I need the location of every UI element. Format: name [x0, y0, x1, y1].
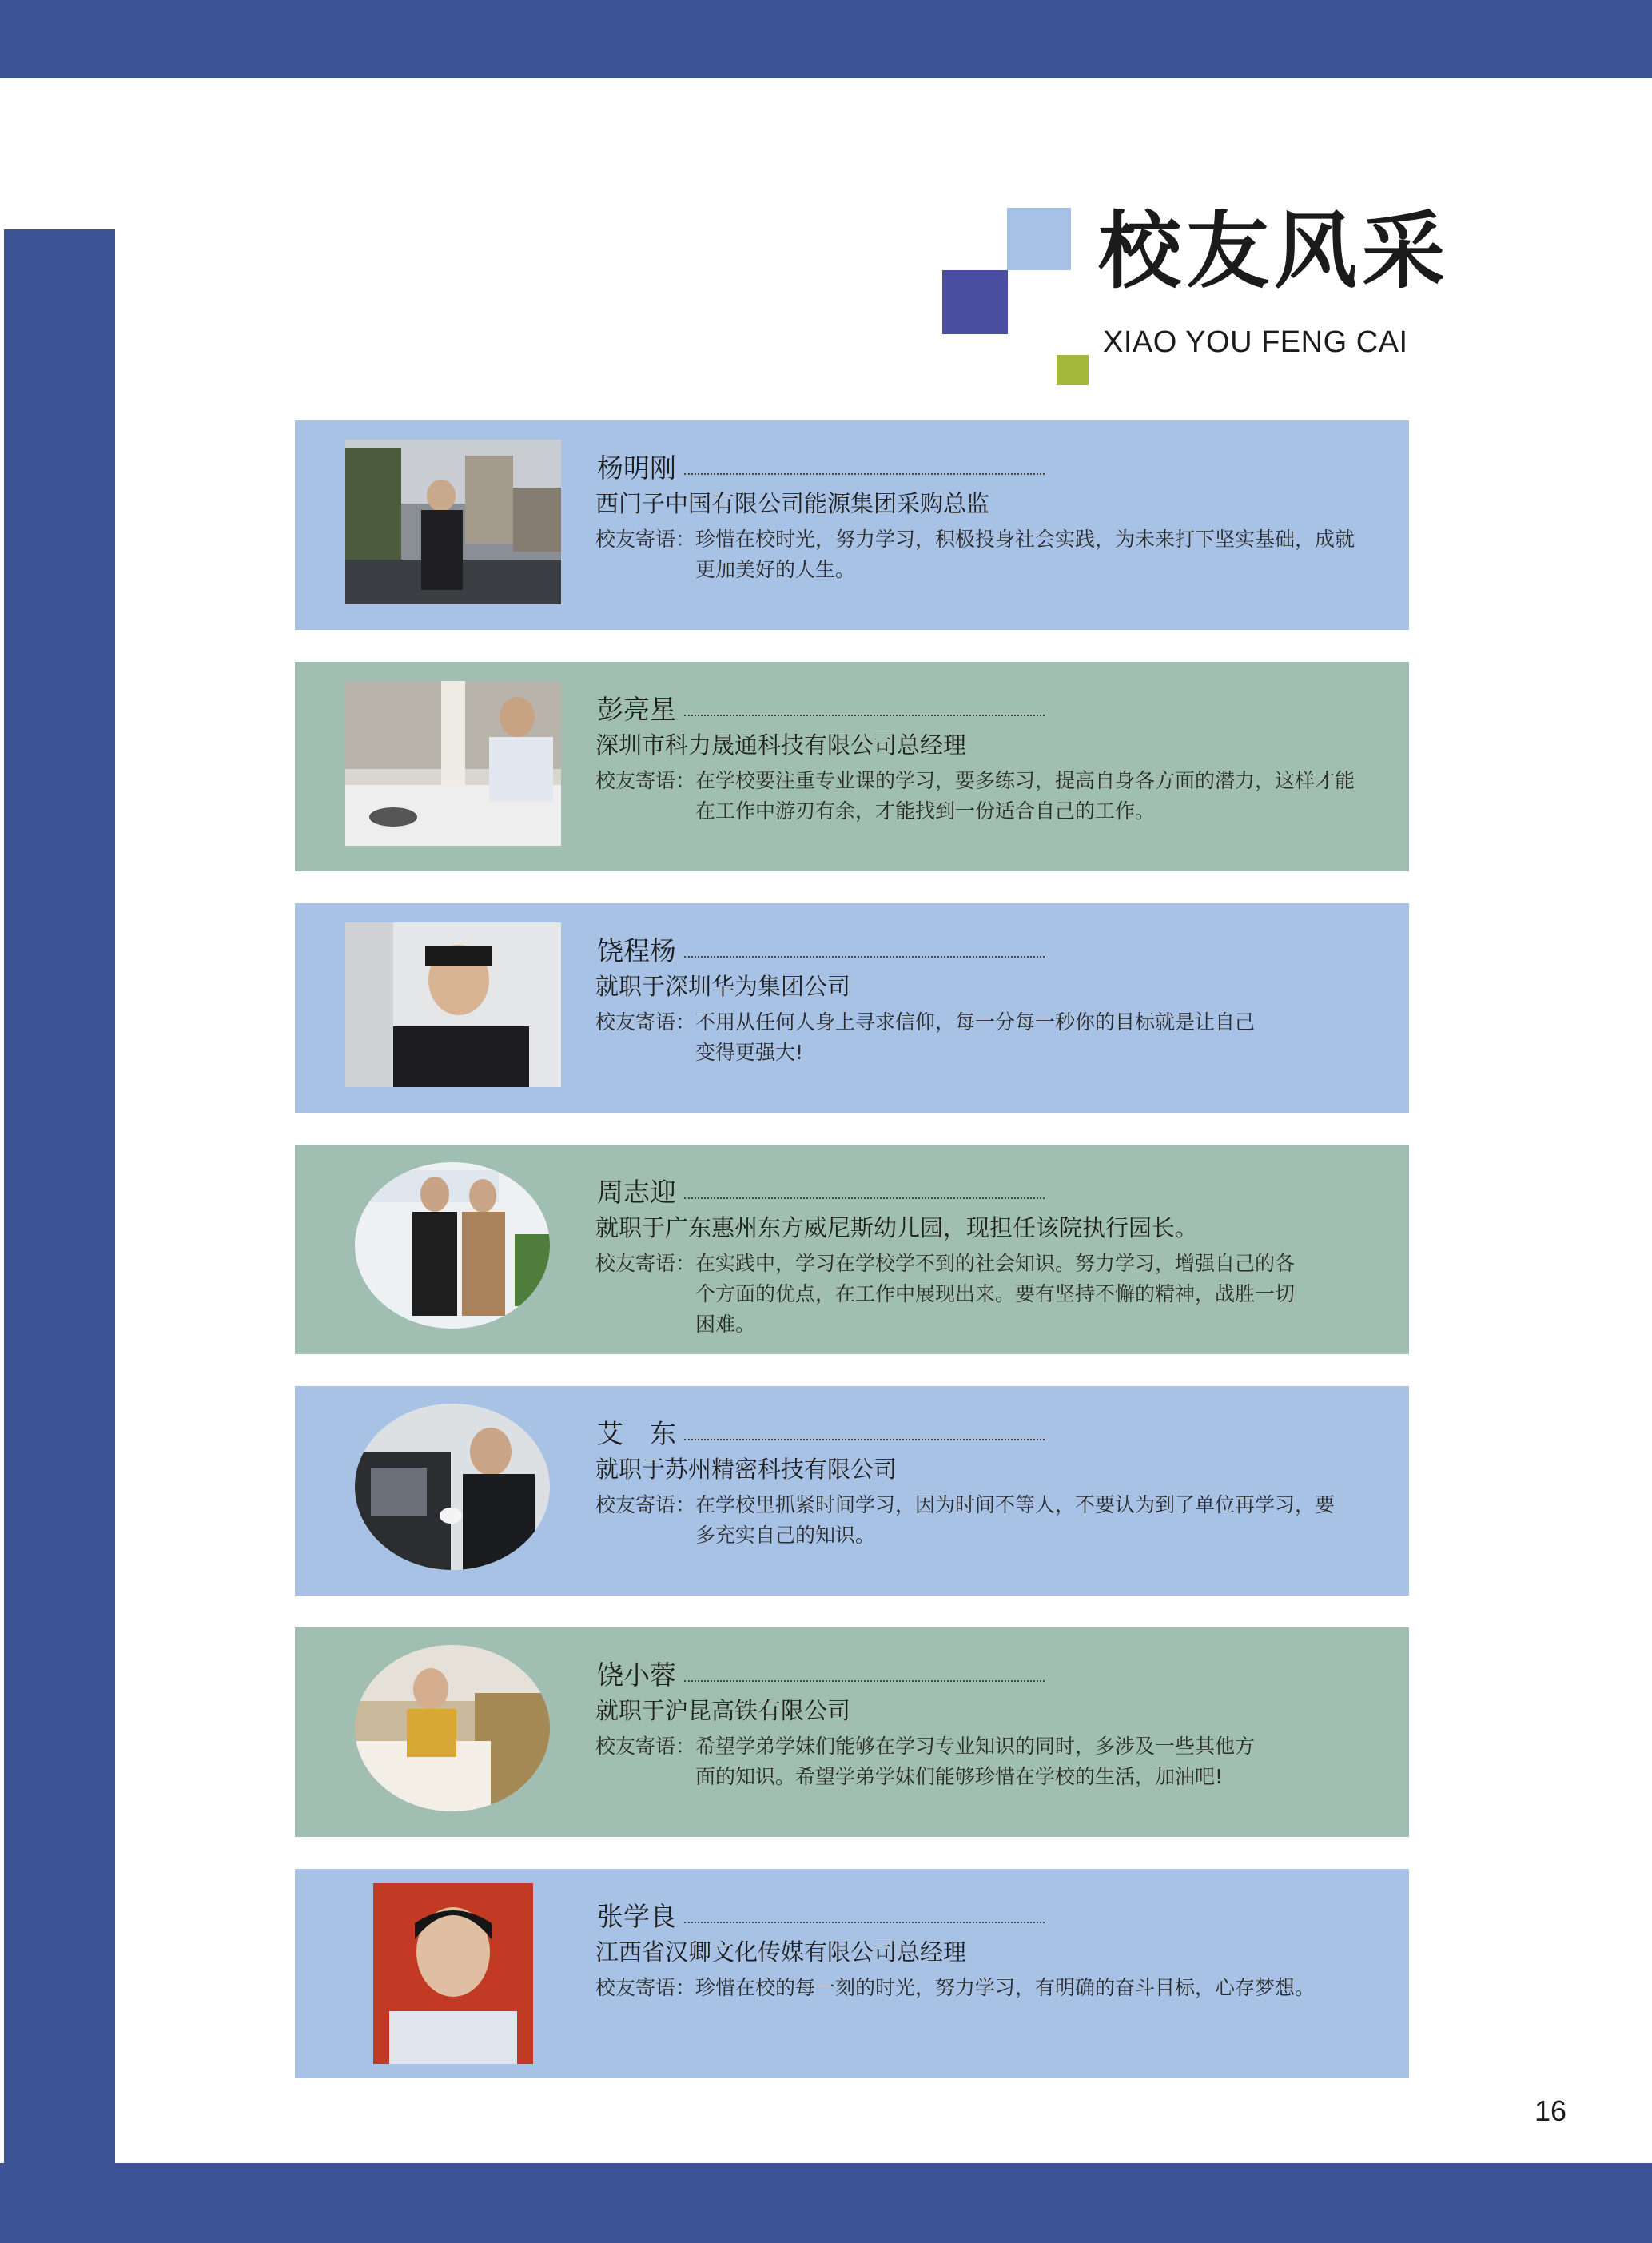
- alumni-card: [295, 1145, 1409, 1354]
- alumni-name: 杨明刚: [597, 452, 676, 484]
- decor-square-light: [1007, 208, 1071, 270]
- message-text: 珍惜在校时光，努力学习，积极投身社会实践，为未来打下坚实基础，成就更加美好的人生。: [695, 528, 1355, 581]
- alumni-photo: [345, 440, 561, 604]
- decor-square-green: [1057, 355, 1089, 385]
- alumni-message: [595, 524, 1367, 585]
- alumni-role: 就职于广东惠州东方威尼斯幼儿园，现担任该院执行园长。: [595, 1214, 1199, 1241]
- alumni-role: 深圳市科力晟通科技有限公司总经理: [595, 731, 967, 759]
- alumni-message: [595, 766, 1367, 827]
- alumni-name: 艾 东: [597, 1418, 676, 1449]
- message-text: 不用从任何人身上寻求信仰，每一分每一秒你的目标就是让自己变得更强大!: [695, 1010, 1256, 1064]
- dotted-leader: [684, 1439, 1045, 1440]
- dotted-leader: [684, 1680, 1045, 1682]
- message-label: 校友寄语：: [595, 769, 696, 792]
- dotted-leader: [684, 956, 1045, 958]
- alumni-message: [595, 1249, 1303, 1340]
- alumni-photo: [355, 1162, 550, 1329]
- message-label: 校友寄语：: [595, 1976, 696, 1999]
- message-text: 珍惜在校的每一刻的时光，努力学习，有明确的奋斗目标，心存梦想。: [695, 1976, 1316, 1999]
- alumni-message: [595, 1490, 1335, 1551]
- alumni-photo: [345, 922, 561, 1087]
- dotted-leader: [684, 1197, 1045, 1199]
- alumni-photo: [355, 1404, 550, 1570]
- alumni-message: [595, 1007, 1271, 1068]
- page-subtitle: XIAO YOU FENG CAI: [1103, 325, 1408, 359]
- alumni-card: [295, 1386, 1409, 1596]
- alumni-card: [295, 903, 1409, 1113]
- alumni-role: 就职于沪昆高铁有限公司: [595, 1697, 851, 1724]
- message-label: 校友寄语：: [595, 1010, 696, 1034]
- left-side-bar: [4, 229, 115, 2172]
- top-color-band: [0, 0, 1652, 78]
- alumni-card: [295, 1869, 1409, 2078]
- decor-square-dark: [942, 270, 1008, 334]
- alumni-name: 张学良: [597, 1901, 676, 1932]
- alumni-photo: [355, 1645, 550, 1811]
- alumni-role: 西门子中国有限公司能源集团采购总监: [595, 490, 990, 517]
- bottom-color-band: [0, 2163, 1652, 2243]
- alumni-photo: [373, 1883, 533, 2064]
- alumni-card: [295, 1627, 1409, 1837]
- alumni-role: 江西省汉卿文化传媒有限公司总经理: [595, 1938, 967, 1966]
- dotted-leader: [684, 1922, 1045, 1923]
- alumni-card: [295, 662, 1409, 871]
- dotted-leader: [684, 715, 1045, 716]
- alumni-name: 饶小蓉: [597, 1659, 676, 1691]
- message-text: 希望学弟学妹们能够在学习专业知识的同时，多涉及一些其他方面的知识。希望学弟学妹们能够珍惜在学校的生活，加油吧!: [695, 1735, 1256, 1788]
- message-label: 校友寄语：: [595, 1735, 696, 1758]
- page-title: 校友风采: [1098, 202, 1451, 300]
- page-number: 16: [1535, 2094, 1567, 2127]
- message-label: 校友寄语：: [595, 1493, 696, 1516]
- alumni-name: 彭亮星: [597, 694, 676, 725]
- alumni-message: [595, 1973, 1319, 2003]
- dotted-leader: [684, 473, 1045, 475]
- alumni-role: 就职于苏州精密科技有限公司: [595, 1456, 898, 1483]
- alumni-card: [295, 420, 1409, 630]
- message-label: 校友寄语：: [595, 1252, 696, 1275]
- alumni-photo: [345, 681, 561, 846]
- message-text: 在学校要注重专业课的学习，要多练习，提高自身各方面的潜力，这样才能在工作中游刃有余，才能找到一份适合自己的工作。: [695, 769, 1355, 823]
- alumni-name: 饶程杨: [597, 935, 676, 966]
- alumni-message: [595, 1731, 1271, 1792]
- message-text: 在实践中，学习在学校学不到的社会知识。努力学习，增强自己的各个方面的优点，在工作中展现出来。要有坚持不懈的精神，战胜一切困难。: [695, 1252, 1296, 1336]
- message-label: 校友寄语：: [595, 528, 696, 551]
- alumni-name: 周志迎: [597, 1177, 676, 1208]
- alumni-role: 就职于深圳华为集团公司: [595, 973, 851, 1000]
- message-text: 在学校里抓紧时间学习，因为时间不等人，不要认为到了单位再学习，要多充实自己的知识。: [695, 1493, 1336, 1547]
